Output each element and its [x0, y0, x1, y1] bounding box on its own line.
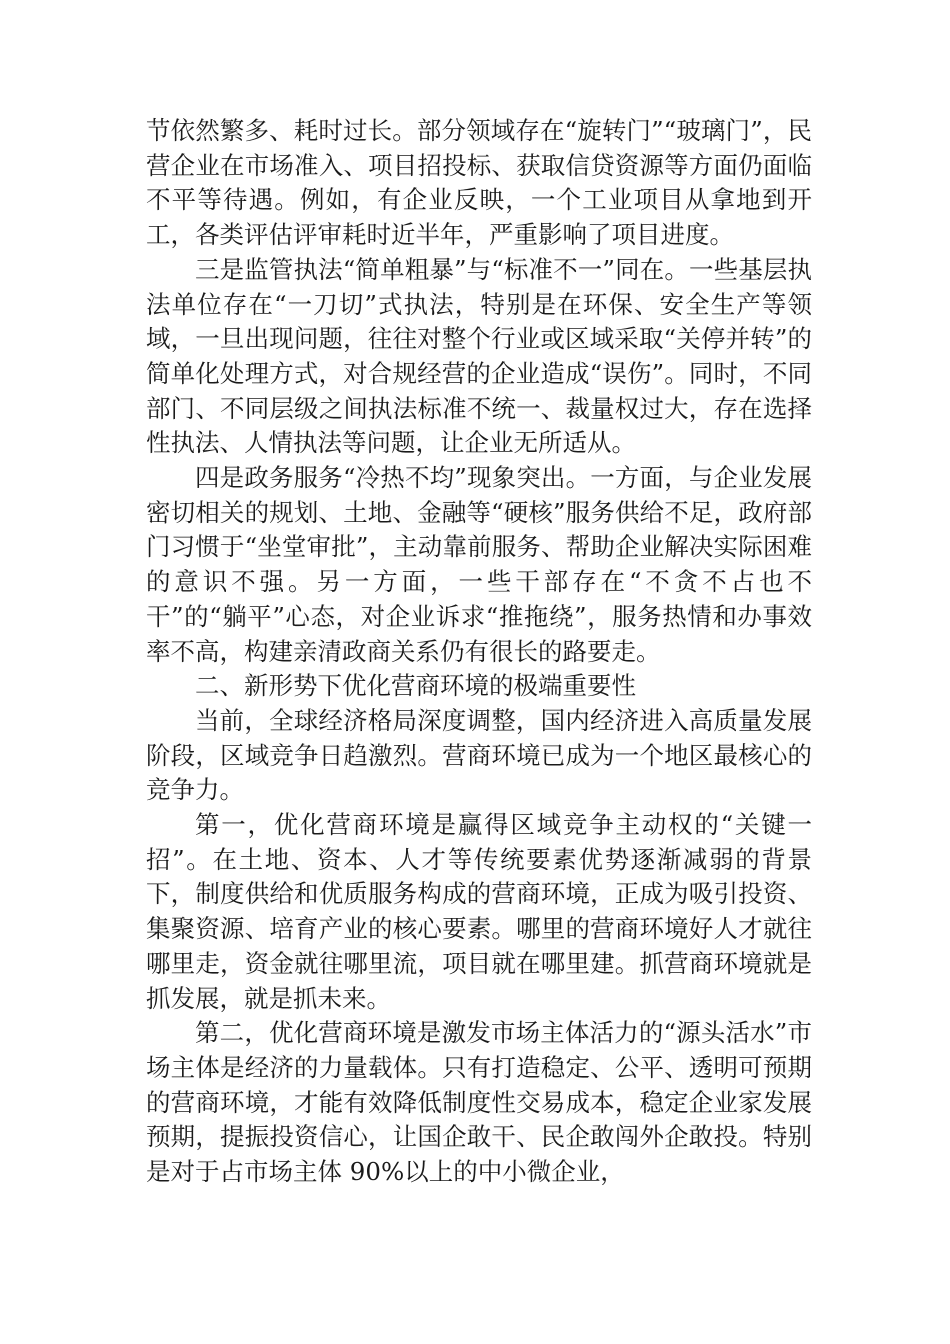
paragraph-second-point: 第二，优化营商环境是激发市场主体活力的“源头活水”市场主体是经济的力量载体。只有打造稳定、公平、透明可预期的营商环境，才能有效降低制度性交易成本，稳定企业家发展预期，提振投资信心，让国企敢干、民企敢闯外企敢投。特别是对于占市场主体 90%以上的中小微企业， [146, 1018, 812, 1187]
paragraph-regulation: 三是监管执法“简单粗暴”与“标准不一”同在。一些基层执法单位存在“一刀切”式执法，特别是在环保、安全生产等领域，一旦出现问题，往往对整个行业或区域采取“关停并转”的简单化处理方式，对合规经营的企业造成“误伤”。同时，不同部门、不同层级之间执法标准不统一、裁量权过大，存在选择性执法、人情执法等问题，让企业无所适从。 [146, 254, 812, 458]
paragraph-first-point: 第一，优化营商环境是赢得区域竞争主动权的“关键一招”。在土地、资本、人才等传统要素优势逐渐减弱的背景下，制度供给和优质服务构成的营商环境，正成为吸引投资、集聚资源、培育产业的核心要素。哪里的营商环境好人才就往哪里走，资金就往哪里流，项目就在哪里建。抓营商环境就是抓发展，就是抓未来。 [146, 810, 812, 1013]
paragraph-government-service: 四是政务服务“冷热不均”现象突出。一方面，与企业发展密切相关的规划、土地、金融等“硬核”服务供给不足，政府部门习惯于“坐堂审批”，主动靠前服务、帮助企业解决实际困难的意识不强。另一方面，一些干部存在“不贪不占也不干”的“躺平”心态，对企业诉求“推拖绕”，服务热情和办事效率不高，构建亲清政商关系仍有很长的路要走。 [146, 463, 812, 666]
section-heading: 二、新形势下优化营商环境的极端重要性 [195, 671, 636, 701]
document-body [146, 114, 812, 1190]
paragraph-continuation: 节依然繁多、耗时过长。部分领域存在“旋转门”“玻璃门”，民营企业在市场准入、项目招投标、获取信贷资源等方面仍面临不平等待遇。例如，有企业反映，一个工业项目从拿地到开工，各类评估评审耗时近半年，严重影响了项目进度。 [146, 116, 812, 250]
paragraph-current-situation: 当前，全球经济格局深度调整，国内经济进入高质量发展阶段，区域竞争日趋激烈。营商环境已成为一个地区最核心的竞争力。 [146, 705, 812, 805]
